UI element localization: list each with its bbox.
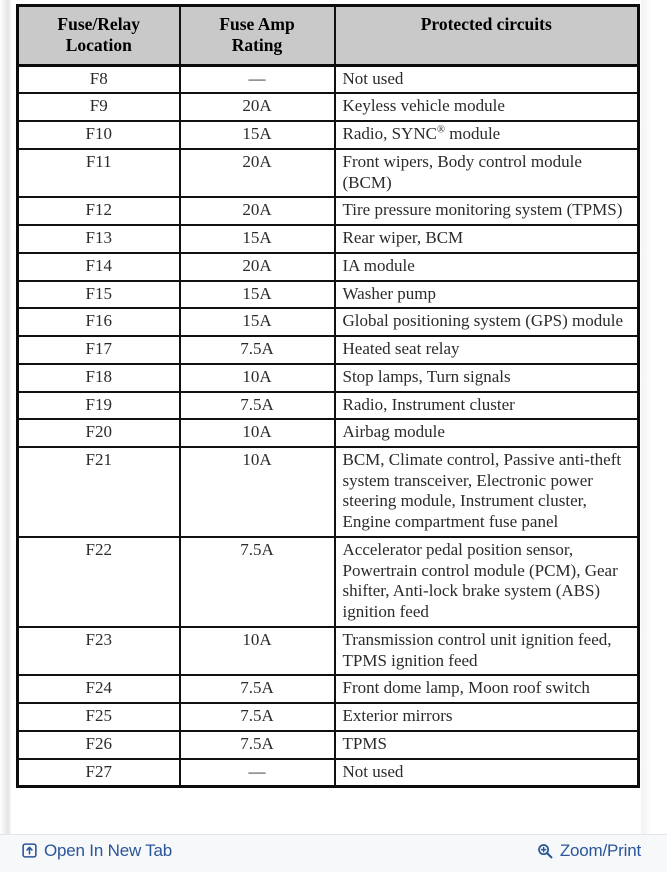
open-in-new-tab-button[interactable] xyxy=(22,842,172,859)
table-row xyxy=(18,759,639,787)
cell-fuse-amp-rating: 7.5A xyxy=(180,537,335,627)
table-row xyxy=(18,65,639,93)
table-row xyxy=(18,308,639,336)
cell-protected-circuits: Airbag module xyxy=(335,419,639,447)
cell-protected-circuits: Heated seat relay xyxy=(335,336,639,364)
cell-protected-circuits: TPMS xyxy=(335,731,639,759)
open-in-new-tab-label: Open In New Tab xyxy=(44,841,173,860)
cell-fuse-relay-location: F13 xyxy=(18,225,180,253)
cell-fuse-relay-location: F12 xyxy=(18,197,180,225)
cell-fuse-amp-rating: 7.5A xyxy=(180,392,335,420)
cell-protected-circuits xyxy=(335,121,639,149)
table-row xyxy=(18,675,639,703)
table-row xyxy=(18,149,639,197)
cell-fuse-amp-rating: 20A xyxy=(180,93,335,121)
cell-protected-circuits: Not used xyxy=(335,759,639,787)
table-row xyxy=(18,364,639,392)
cell-fuse-relay-location: F27 xyxy=(18,759,180,787)
cell-protected-circuits: Front dome lamp, Moon roof switch xyxy=(335,675,639,703)
cell-fuse-relay-location: F11 xyxy=(18,149,180,197)
table-row xyxy=(18,392,639,420)
cell-protected-circuits: Not used xyxy=(335,65,639,93)
cell-protected-circuits: Keyless vehicle module xyxy=(335,93,639,121)
cell-fuse-amp-rating: 20A xyxy=(180,253,335,281)
cell-fuse-relay-location: F15 xyxy=(18,281,180,309)
cell-fuse-amp-rating: 15A xyxy=(180,121,335,149)
table-row xyxy=(18,121,639,149)
page-left-margin xyxy=(0,0,11,834)
cell-fuse-amp-rating: 15A xyxy=(180,281,335,309)
column-header-line-2: Location xyxy=(65,35,132,56)
cell-fuse-amp-rating: 7.5A xyxy=(180,675,335,703)
cell-fuse-amp-rating: 7.5A xyxy=(180,336,335,364)
cell-fuse-amp-rating: 10A xyxy=(180,627,335,675)
cell-fuse-amp-rating: 7.5A xyxy=(180,703,335,731)
zoom-print-button[interactable] xyxy=(537,842,641,859)
cell-protected-circuits: Rear wiper, BCM xyxy=(335,225,639,253)
cell-fuse-relay-location: F26 xyxy=(18,731,180,759)
cell-fuse-amp-rating: 15A xyxy=(180,308,335,336)
table-row xyxy=(18,281,639,309)
cell-protected-circuits: Stop lamps, Turn signals xyxy=(335,364,639,392)
registered-trademark-symbol: ® xyxy=(436,124,445,136)
table-header xyxy=(18,6,639,66)
cell-protected-circuits: Tire pressure monitoring system (TPMS) xyxy=(335,197,639,225)
column-header-line-1: Fuse Amp xyxy=(219,14,295,34)
cell-protected-circuits: Accelerator pedal position sensor, Powertrain control module (PCM), Gear shifter, Anti-lock brake system (ABS) ignition feed xyxy=(335,537,639,627)
cell-fuse-relay-location: F16 xyxy=(18,308,180,336)
table-row xyxy=(18,447,639,537)
cell-protected-circuits: Radio, Instrument cluster xyxy=(335,392,639,420)
cell-protected-circuits: Transmission control unit ignition feed, TPMS ignition feed xyxy=(335,627,639,675)
external-link-icon xyxy=(22,843,37,858)
cell-fuse-relay-location: F21 xyxy=(18,447,180,537)
cell-protected-circuits: Front wipers, Body control module (BCM) xyxy=(335,149,639,197)
table-row xyxy=(18,419,639,447)
table-row xyxy=(18,627,639,675)
column-header-line-1: Fuse/Relay xyxy=(57,14,141,34)
table-row xyxy=(18,703,639,731)
table-body xyxy=(18,65,639,787)
cell-fuse-amp-rating: 7.5A xyxy=(180,731,335,759)
fuse-table-container xyxy=(16,4,637,788)
magnifier-plus-icon xyxy=(537,843,553,859)
cell-fuse-amp-rating: 10A xyxy=(180,419,335,447)
table-row xyxy=(18,336,639,364)
table-row xyxy=(18,225,639,253)
page-right-margin xyxy=(641,0,667,834)
cell-fuse-relay-location: F17 xyxy=(18,336,180,364)
cell-fuse-amp-rating: 20A xyxy=(180,197,335,225)
cell-fuse-relay-location: F24 xyxy=(18,675,180,703)
circuits-text-suffix: module xyxy=(444,124,501,144)
column-header-fuse-amp-rating xyxy=(180,6,335,66)
column-header-fuse-relay-location xyxy=(18,6,180,66)
table-row xyxy=(18,537,639,627)
cell-fuse-amp-rating: — xyxy=(180,65,335,93)
cell-fuse-amp-rating: 20A xyxy=(180,149,335,197)
document-footer-toolbar xyxy=(0,834,667,872)
cell-fuse-relay-location: F20 xyxy=(18,419,180,447)
cell-fuse-relay-location: F23 xyxy=(18,627,180,675)
cell-fuse-relay-location: F25 xyxy=(18,703,180,731)
cell-protected-circuits: Washer pump xyxy=(335,281,639,309)
table-row xyxy=(18,93,639,121)
column-header-protected-circuits: Protected circuits xyxy=(335,6,639,66)
table-row xyxy=(18,253,639,281)
cell-fuse-amp-rating: 10A xyxy=(180,364,335,392)
table-row xyxy=(18,197,639,225)
table-row xyxy=(18,731,639,759)
cell-protected-circuits: Exterior mirrors xyxy=(335,703,639,731)
cell-fuse-relay-location: F10 xyxy=(18,121,180,149)
cell-fuse-amp-rating: 15A xyxy=(180,225,335,253)
zoom-print-label: Zoom/Print xyxy=(559,841,641,860)
cell-fuse-relay-location: F14 xyxy=(18,253,180,281)
fuse-relay-table xyxy=(16,4,640,788)
cell-protected-circuits: BCM, Climate control, Passive anti-theft system transceiver, Electronic power steering module, Instrument cluster, Engine compartment fuse panel xyxy=(335,447,639,537)
cell-protected-circuits: IA module xyxy=(335,253,639,281)
cell-fuse-relay-location: F8 xyxy=(18,65,180,93)
cell-fuse-relay-location: F9 xyxy=(18,93,180,121)
circuits-text: Radio, SYNC xyxy=(342,124,437,144)
cell-protected-circuits: Global positioning system (GPS) module xyxy=(335,308,639,336)
column-header-line-2: Rating xyxy=(231,35,283,56)
cell-fuse-relay-location: F19 xyxy=(18,392,180,420)
cell-fuse-amp-rating: — xyxy=(180,759,335,787)
cell-fuse-amp-rating: 10A xyxy=(180,447,335,537)
cell-fuse-relay-location: F22 xyxy=(18,537,180,627)
table-header-row xyxy=(18,6,639,66)
cell-fuse-relay-location: F18 xyxy=(18,364,180,392)
